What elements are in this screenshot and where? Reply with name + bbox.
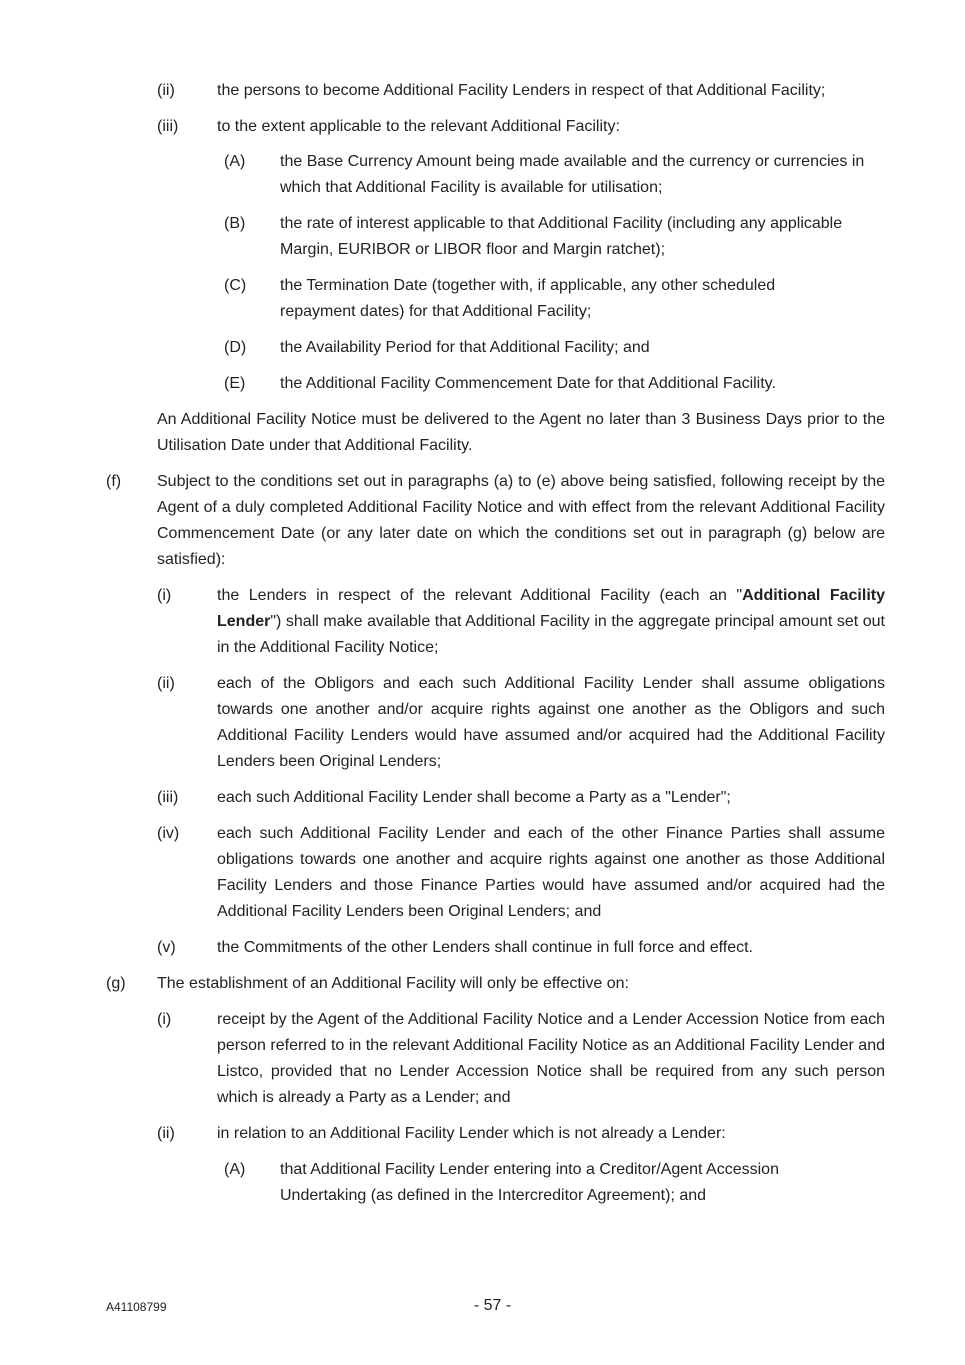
clause-label: (B) <box>224 215 246 232</box>
clause-text: in relation to an Additional Facility Lender which is not already a Lender: <box>217 1125 726 1142</box>
page-number: - 57 - <box>473 1297 512 1314</box>
clause-label: (iii) <box>157 789 179 806</box>
clause-item <box>106 971 885 997</box>
clause-label: (E) <box>224 375 246 392</box>
clause-item <box>157 114 885 140</box>
clause-label: (ii) <box>157 1125 175 1142</box>
clause-text <box>217 583 885 661</box>
clause-label: (ii) <box>157 82 175 99</box>
clause-label: (A) <box>224 1161 246 1178</box>
clause-text: the Availability Period for that Additional Facility; and <box>280 339 650 356</box>
clause-item <box>157 1007 885 1111</box>
clause-label: (v) <box>157 939 176 956</box>
clause-text: the persons to become Additional Facility Lenders in respect of that Additional Facility; <box>217 82 826 99</box>
body-paragraph: An Additional Facility Notice must be delivered to the Agent no later than 3 Business Days prior to the Utilisation Date under that Additional Facility. <box>157 411 885 454</box>
clause-item <box>224 149 885 201</box>
clause-item <box>224 371 885 397</box>
clause-text-before: the Lenders in respect of the relevant Additional Facility (each an " <box>217 587 743 604</box>
clause-label: (f) <box>106 473 122 490</box>
clause-text: the rate of interest applicable to that Additional Facility (including any applicable Margin, EURIBOR or LIBOR floor and Margin ratchet); <box>280 215 843 258</box>
clause-text: each such Additional Facility Lender shall become a Party as a "Lender"; <box>217 789 731 806</box>
clause-label: (ii) <box>157 675 175 692</box>
defined-term: Additional Facility Lender <box>217 587 885 630</box>
clause-label: (A) <box>224 153 246 170</box>
clause-item <box>157 1121 885 1147</box>
document-id: A41108799 <box>106 1300 167 1314</box>
clause-item <box>224 273 830 325</box>
clause-item <box>157 671 885 775</box>
clause-item <box>157 583 885 661</box>
clause-item <box>224 211 885 263</box>
clause-item <box>106 469 885 573</box>
clause-text: receipt by the Agent of the Additional Facility Notice and a Lender Accession Notice from each person referred to in the relevant Additional Facility Notice as an Additional Facility Lender and Listco, provided that no Lender Accession Notice shall be required from any such person which is already a Party as a Lender; and <box>217 1011 885 1106</box>
clause-text: Subject to the conditions set out in paragraphs (a) to (e) above being satisfied, following receipt by the Agent of a duly completed Additional Facility Notice and with effect from the relevant Additional Facility Commencement Date (or any later date on which the conditions set out in paragraph (g) below are satisfied): <box>157 473 885 568</box>
clause-item <box>224 1157 830 1209</box>
clause-item <box>157 821 885 925</box>
clause-item <box>157 78 885 104</box>
clause-label: (D) <box>224 339 247 356</box>
clause-label: (iii) <box>157 118 179 135</box>
clause-text: the Base Currency Amount being made available and the currency or currencies in which that Additional Facility is available for utilisation; <box>280 153 865 196</box>
clause-text: each such Additional Facility Lender and each of the other Finance Parties shall assume obligations towards one another and acquire rights against one another as those Additional Facility Lenders and those Finance Parties would have assumed and/or acquired had the Additional Facility Lenders been Original Lenders; and <box>217 825 885 920</box>
clause-text: the Termination Date (together with, if applicable, any other scheduled repayment dates) for that Additional Facility; <box>280 277 776 320</box>
clause-item <box>157 785 885 811</box>
clause-text: to the extent applicable to the relevant Additional Facility: <box>217 118 620 135</box>
clause-text: the Additional Facility Commencement Date for that Additional Facility. <box>280 375 776 392</box>
clause-text: the Commitments of the other Lenders shall continue in full force and effect. <box>217 939 753 956</box>
clause-text-after: ") shall make available that Additional Facility in the aggregate principal amount set out in the Additional Facility Notice; <box>217 613 885 656</box>
clause-label: (C) <box>224 277 247 294</box>
clause-text: The establishment of an Additional Facility will only be effective on: <box>157 975 629 992</box>
clause-item <box>157 935 885 961</box>
clause-label: (iv) <box>157 825 180 842</box>
clause-label: (i) <box>157 1011 172 1028</box>
clause-text: that Additional Facility Lender entering into a Creditor/Agent Accession Undertaking (as defined in the Intercreditor Agreement); and <box>280 1161 779 1204</box>
clause-label: (i) <box>157 587 172 604</box>
clause-text: each of the Obligors and each such Additional Facility Lender shall assume obligations towards one another and/or acquire rights against one another as the Obligors and such Additional Facility Lenders would have assumed and/or acquired had the Additional Facility Lenders been Original Lenders; <box>217 675 885 770</box>
clause-label: (g) <box>106 975 126 992</box>
clause-item <box>224 335 885 361</box>
